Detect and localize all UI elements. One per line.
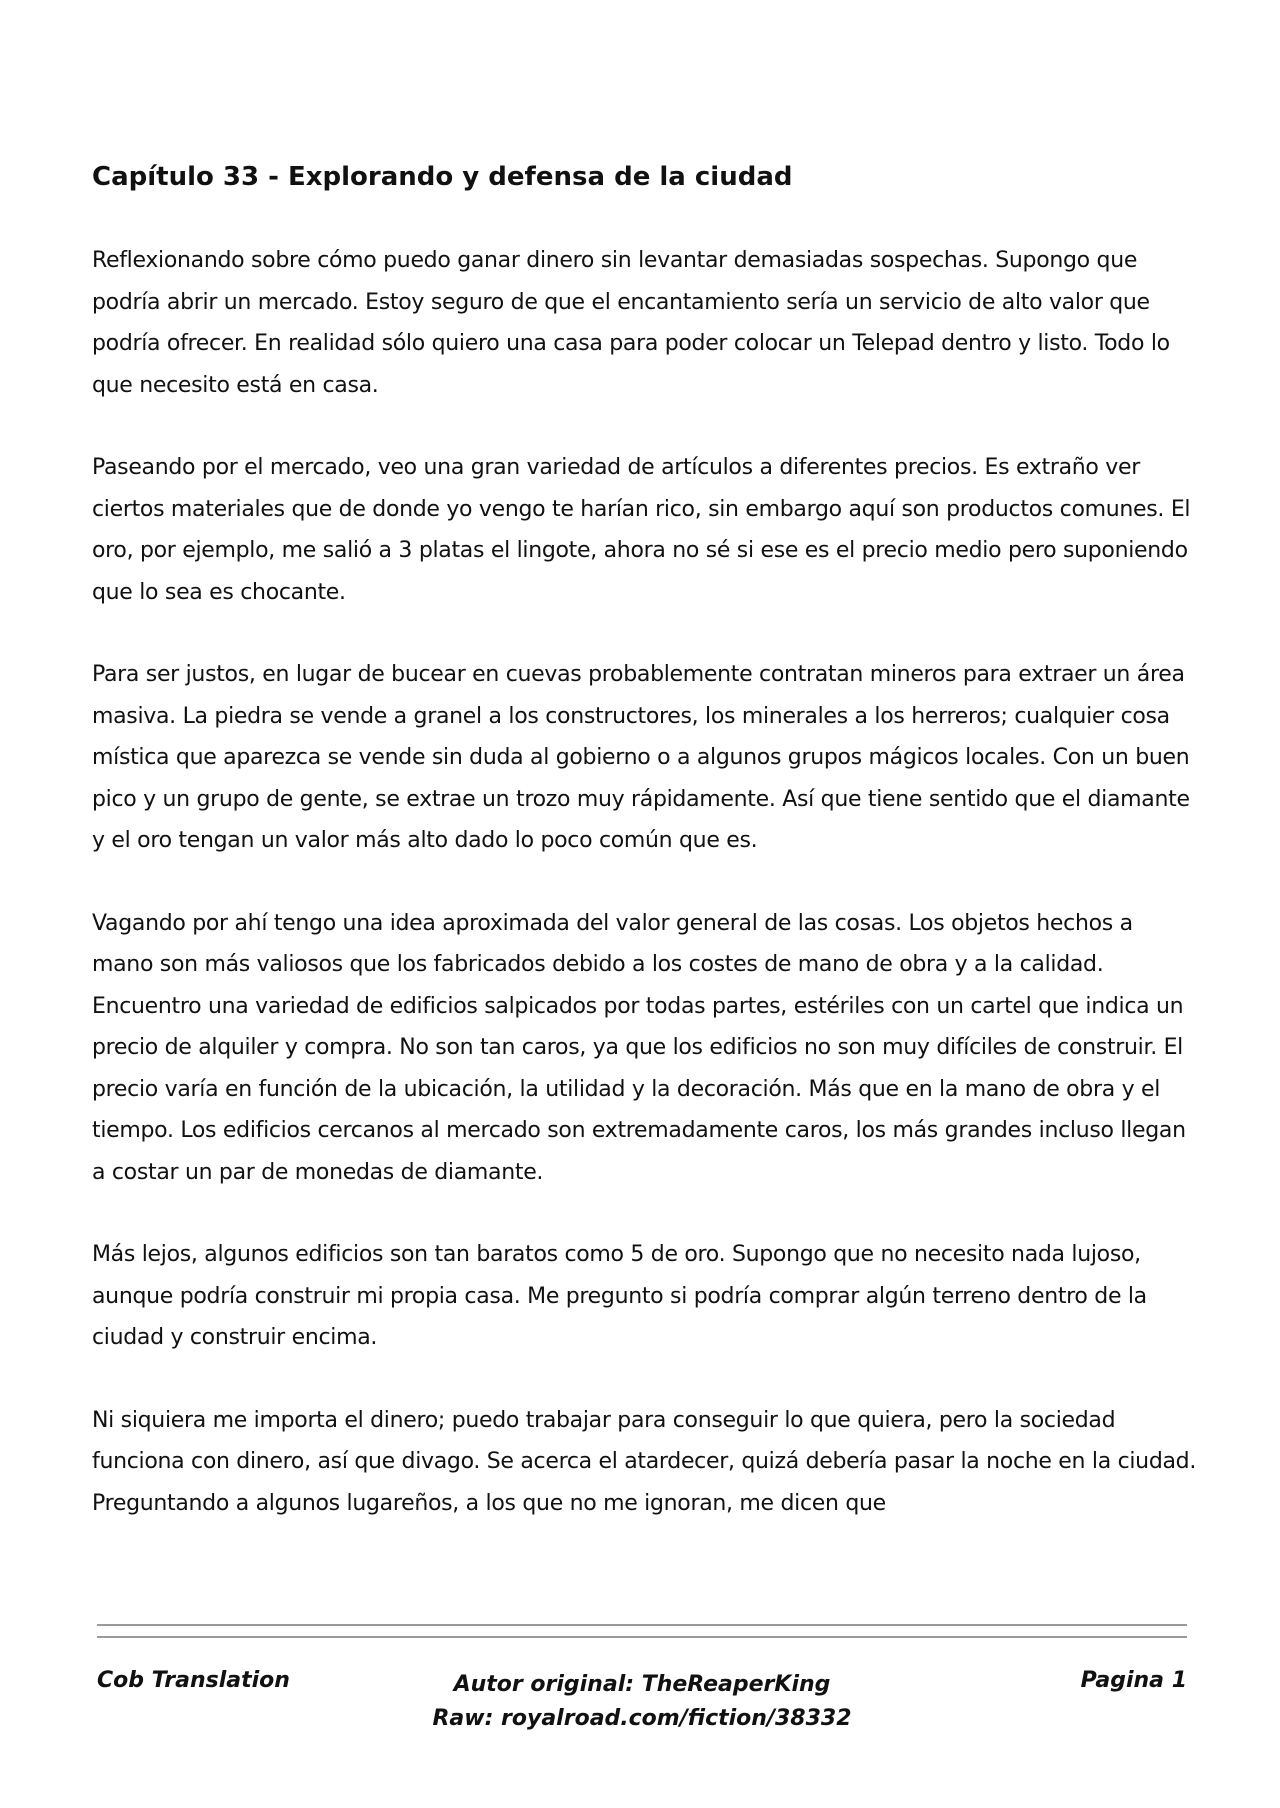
footer-translator: Cob Translation <box>97 1668 290 1693</box>
chapter-title: Capítulo 33 - Explorando y defensa de la ciudad <box>92 162 793 192</box>
footer-divider-bottom <box>97 1636 1187 1638</box>
footer-divider-top <box>97 1624 1187 1626</box>
footer-author: Autor original: TheReaperKing <box>453 1672 831 1697</box>
paragraph: Más lejos, algunos edificios son tan baratos como 5 de oro. Supongo que no necesito nada lujoso, aunque podría construir mi propia casa. Me pregunto si podría comprar algún terreno dentro de la ciudad y construir encima. <box>92 1242 1147 1350</box>
footer-source: Raw: royalroad.com/fiction/38332 <box>432 1706 852 1731</box>
paragraph: Para ser justos, en lugar de bucear en cuevas probablemente contratan mineros para extraer un área masiva. La piedra se vende a granel a los constructores, los minerales a los herreros; cualquier cosa mística que aparezca se vende sin duda al gobierno o a algunos grupos mágicos locales. Con un buen pico y un grupo de gente, se extrae un trozo muy rápidamente. Así que tiene sentido que el diamante y el oro tengan un valor más alto dado lo poco común que es. <box>92 662 1190 853</box>
footer-credits <box>97 1668 1187 1736</box>
page-footer <box>97 1668 1187 1748</box>
chapter-body <box>92 240 1197 1565</box>
page-number: Pagina 1 <box>1080 1668 1187 1693</box>
paragraph: Paseando por el mercado, veo una gran variedad de artículos a diferentes precios. Es extraño ver ciertos materiales que de donde yo vengo te harían rico, sin embargo aquí son productos comunes. El oro, por ejemplo, me salió a 3 platas el lingote, ahora no sé si ese es el precio medio pero suponiendo que lo sea es chocante. <box>92 455 1191 605</box>
paragraph: Vagando por ahí tengo una idea aproximada del valor general de las cosas. Los objetos hechos a mano son más valiosos que los fabricados debido a los costes de mano de obra y a la calidad. Encuentro una variedad de edificios salpicados por todas partes, estériles con un cartel que indica un precio de alquiler y compra. No son tan caros, ya que los edificios no son muy difíciles de construir. El precio varía en función de la ubicación, la utilidad y la decoración. Más que en la mano de obra y el tiempo. Los edificios cercanos al mercado son extremadamente caros, los más grandes incluso llegan a costar un par de monedas de diamante. <box>92 910 1186 1185</box>
paragraph: Ni siquiera me importa el dinero; puedo trabajar para conseguir lo que quiera, pero la sociedad funciona con dinero, así que divago. Se acerca el atardecer, quizá debería pasar la noche en la ciudad. Preguntando a algunos lugareños, a los que no me ignoran, me dicen que <box>92 1407 1197 1516</box>
paragraph: Reflexionando sobre cómo puedo ganar dinero sin levantar demasiadas sospechas. Supongo que podría abrir un mercado. Estoy seguro de que el encantamiento sería un servicio de alto valor que podría ofrecer. En realidad sólo quiero una casa para poder colocar un Telepad dentro y listo. Todo lo que necesito está en casa. <box>92 248 1170 398</box>
